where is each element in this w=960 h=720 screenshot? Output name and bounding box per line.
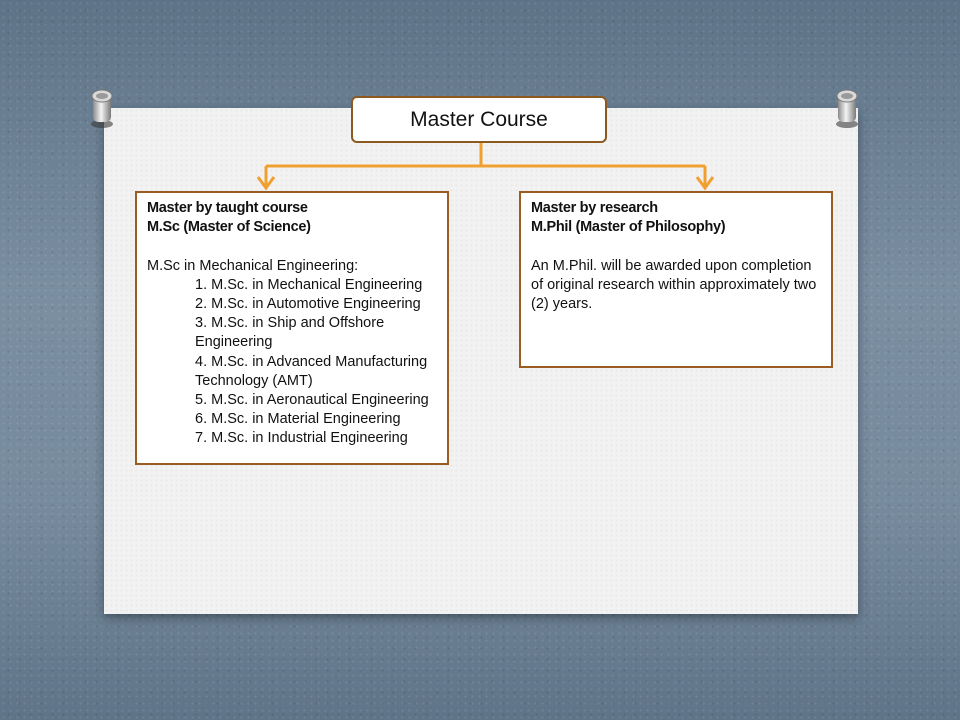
list-item: 6. M.Sc. in Material Engineering [195, 411, 401, 428]
list-item: 1. M.Sc. in Mechanical Engineering [195, 276, 423, 293]
list-item: 4. M.Sc. in Advanced Manufacturing Technology (AMT) [195, 353, 428, 389]
list-item: 5. M.Sc. in Aeronautical Engineering [195, 392, 429, 409]
program-list [147, 276, 437, 449]
branch-node-research [519, 191, 833, 368]
list-item: 7. M.Sc. in Industrial Engineering [195, 430, 408, 447]
branch-subtitle: M.Phil (Master of Philosophy) [531, 219, 726, 236]
pushpin-right-icon [833, 86, 861, 130]
branch-description: An M.Phil. will be awarded upon completion of original research within approximately two (2) years. [531, 257, 817, 312]
branch-intro: M.Sc in Mechanical Engineering: [147, 257, 359, 274]
root-node-label: Master Course [410, 107, 548, 131]
list-item: 3. M.Sc. in Ship and Offshore Engineering [195, 315, 385, 351]
branch-node-taught-course [135, 191, 449, 465]
pushpin-left-icon [88, 86, 116, 130]
list-item: 2. M.Sc. in Automotive Engineering [195, 296, 421, 312]
branch-title: Master by research [531, 200, 658, 216]
branch-title: Master by taught course [147, 200, 308, 216]
branch-subtitle: M.Sc (Master of Science) [147, 219, 311, 236]
root-node-master-course [351, 96, 607, 143]
